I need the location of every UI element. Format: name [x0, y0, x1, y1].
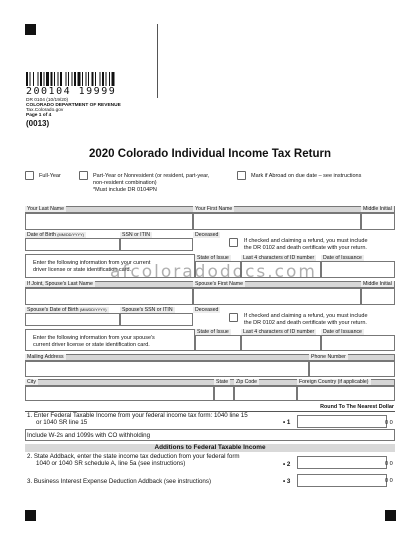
date-of-issuance-label: Date of Issuance — [323, 255, 362, 261]
spouse-first-name-label: Spouse's First Name — [195, 281, 243, 287]
license-instruction-1: Enter the following information from your current — [33, 260, 151, 266]
middle-initial-input[interactable] — [361, 213, 395, 230]
form-id: DR 0104 (10/19/20) — [26, 98, 69, 103]
watermark: afcoloradodocs.com — [110, 262, 317, 282]
first-name-label: Your First Name — [195, 206, 233, 212]
registration-mark-bottom-left — [25, 510, 36, 521]
spouse-last-name-label: If Joint, Spouse's Last Name — [27, 281, 93, 287]
license-instruction-2: driver license or state identification card. — [33, 267, 132, 273]
w2-note: Include W-2s and 1099s with CO withholding — [27, 432, 151, 439]
round-note: Round To The Nearest Dollar — [320, 404, 394, 410]
spouse-deceased-checkbox[interactable] — [229, 313, 238, 322]
line2-cents: 0 0 — [385, 461, 393, 467]
state-input[interactable] — [214, 386, 234, 401]
line1-cents: 0 0 — [385, 420, 393, 426]
full-year-label: Full-Year — [39, 173, 61, 179]
spouse-middle-initial-input[interactable] — [361, 288, 395, 305]
spouse-refund-note-1: If checked and claiming a refund, you must include — [244, 313, 368, 319]
barcode-number: 200104 19999 — [26, 86, 117, 97]
state-of-issue-label: State of Issue — [197, 255, 229, 261]
spouse-state-of-issue-input[interactable] — [195, 335, 241, 351]
mailing-address-label: Mailing Address — [27, 354, 64, 360]
phone-label: Phone Number — [311, 354, 346, 360]
part-year-checkbox[interactable] — [79, 171, 88, 180]
city-label: City — [27, 379, 36, 385]
spouse-last4-label: Last 4 characters of ID number — [243, 329, 315, 335]
deceased-label: Deceased — [195, 232, 219, 238]
page-title: 2020 Colorado Individual Income Tax Return — [89, 148, 331, 160]
line3-text: 3. Business Interest Expense Deduction Addback (see instructions) — [27, 478, 212, 485]
middle-initial-label: Middle Initial — [363, 206, 392, 212]
abroad-checkbox[interactable] — [237, 171, 246, 180]
barcode — [26, 72, 154, 87]
registration-mark-top-left — [25, 24, 36, 35]
spouse-refund-note-2: the DR 0102 and death certificate with your return. — [244, 320, 367, 326]
abroad-label: Mark if Abroad on due date – see instructions — [251, 173, 362, 179]
spouse-date-of-issuance-input[interactable] — [321, 335, 395, 351]
spouse-last-name-input[interactable] — [25, 288, 193, 305]
city-input[interactable] — [25, 386, 214, 401]
mailing-address-input[interactable] — [25, 361, 309, 377]
form-code: (0013) — [26, 119, 50, 128]
spouse-first-name-input[interactable] — [193, 288, 361, 305]
line3-marker: • 3 — [283, 478, 291, 485]
line3-cents: 0 0 — [385, 478, 393, 484]
full-year-checkbox[interactable] — [25, 171, 34, 180]
spouse-dob-label: Spouse's Date of Birth (MM/DD/YYYY) — [27, 307, 107, 313]
line2-text-1: 2. State Addback, enter the state income tax deduction from your federal form — [27, 453, 240, 460]
first-name-input[interactable] — [193, 213, 361, 230]
line3-amount-input[interactable] — [297, 474, 387, 487]
spouse-dob-input[interactable] — [25, 313, 120, 326]
date-of-issuance-input[interactable] — [321, 261, 395, 278]
dob-input[interactable] — [25, 238, 120, 251]
department-name: COLORADO DEPARTMENT OF REVENUE — [26, 103, 121, 108]
zip-input[interactable] — [234, 386, 297, 401]
spouse-license-instruction-1: Enter the following information from your spouse's — [33, 335, 155, 341]
last-name-label: Your Last Name — [27, 206, 65, 212]
line1-text-1: 1. Enter Federal Taxable Income from your federal income tax form: 1040 line 15 — [27, 412, 248, 419]
registration-mark-bottom-right — [385, 510, 396, 521]
foreign-country-label: Foreign Country (if applicable) — [299, 379, 369, 385]
line2-marker: • 2 — [283, 461, 291, 468]
refund-note-2: the DR 0102 and death certificate with your return. — [244, 245, 367, 251]
spouse-deceased-label: Deceased — [195, 307, 219, 313]
zip-label: Zip Code — [236, 379, 258, 385]
refund-note-1: If checked and claiming a refund, you must include — [244, 238, 368, 244]
part-year-label-3: *Must include DR 0104PN — [93, 187, 157, 193]
dob-label: Date of Birth (MM/DD/YYYY) — [27, 232, 84, 238]
header-divider — [157, 24, 158, 98]
line1-marker: • 1 — [283, 419, 291, 426]
last-name-input[interactable] — [25, 213, 193, 230]
line2-amount-input[interactable] — [297, 456, 387, 469]
spouse-date-of-issuance-label: Date of Issuance — [323, 329, 362, 335]
state-label: State — [216, 379, 229, 385]
last4-label: Last 4 characters of ID number — [243, 255, 315, 261]
spouse-ssn-input[interactable] — [120, 313, 193, 326]
spouse-license-instruction-2: current driver license or state identification card. — [33, 342, 150, 348]
deceased-checkbox[interactable] — [229, 238, 238, 247]
ssn-label: SSN or ITIN — [122, 232, 150, 238]
line2-text-2: 1040 or 1040 SR schedule A, line 5a (see instructions) — [36, 460, 186, 467]
spouse-last4-input[interactable] — [241, 335, 321, 351]
part-year-label-2: non-resident combination) — [93, 180, 157, 186]
line1-text-2: or 1040 SR line 15 — [36, 419, 88, 426]
spouse-middle-initial-label: Middle Initial — [363, 281, 392, 287]
spouse-ssn-label: Spouse's SSN or ITIN — [122, 307, 173, 313]
line1-amount-input[interactable] — [297, 415, 387, 428]
additions-header: Additions to Federal Taxable Income — [25, 444, 395, 452]
part-year-label-1: Part-Year or Nonresident (or resident, part-year, — [93, 173, 210, 179]
foreign-country-input[interactable] — [297, 386, 395, 401]
spouse-state-of-issue-label: State of Issue — [197, 329, 229, 335]
website: Tax.Colorado.gov — [26, 108, 64, 113]
phone-input[interactable] — [309, 361, 395, 377]
page-number: Page 1 of 4 — [26, 113, 52, 118]
ssn-input[interactable] — [120, 238, 193, 251]
